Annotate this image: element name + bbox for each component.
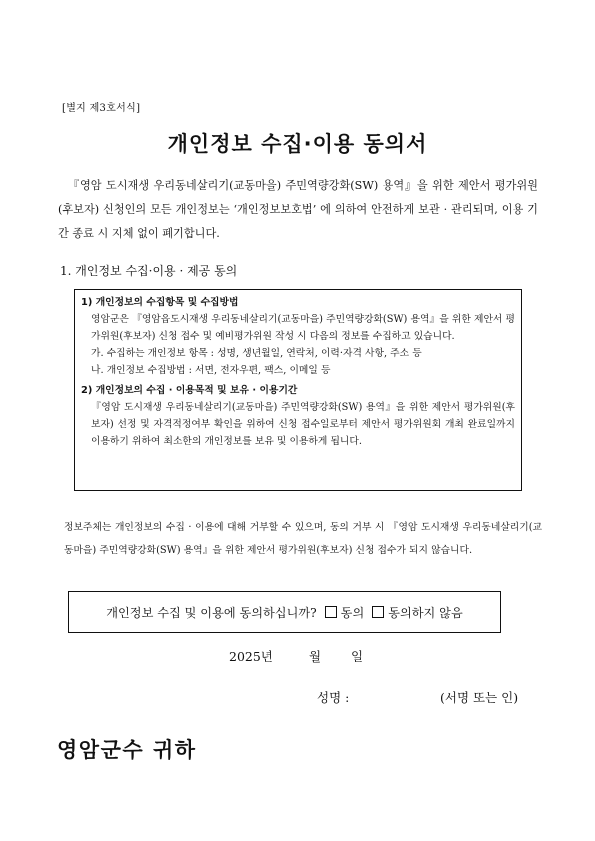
collection-methods: 나. 개인정보 수집방법 : 서면, 전자우편, 팩스, 이메일 등 (91, 365, 331, 376)
consent-question: 개인정보 수집 및 이용에 동의하십니까? (106, 605, 317, 620)
consent-question-box (68, 591, 501, 633)
box-heading-2: 2) 개인정보의 수집 · 이용목적 및 보유 · 이용기간 (81, 385, 298, 396)
signature-hint: (서명 또는 인) (440, 690, 519, 705)
date-day: 일 (351, 649, 364, 664)
disagree-checkbox[interactable] (372, 606, 384, 618)
disagree-label: 동의하지 않음 (388, 605, 463, 620)
date-year: 2025년 (229, 649, 273, 664)
box-paragraph-1: 영암군은 『영암읍도시재생 우리동네살리기(교동마을) 주민역량강화(SW) 용역』을 위한 제안서 평가위원(후보자) 신청 접수 및 예비평가위원 작성 시 다음의 정보를 수집하고 있습니다. (91, 314, 515, 342)
form-number: [별지 제3호서식] (62, 103, 141, 114)
intro-paragraph: 『영암 도시재생 우리동네살리기(교동마을) 주민역량강화(SW) 용역』을 위한 제안서 평가위원(후보자) 신청인의 모든 개인정보는 ‘개인정보보호법’ 에 의하여 안전하게 보관 · 관리되며, 이용 기간 종료 시 지체 없이 폐기합니다. (58, 179, 538, 240)
consent-details-box (74, 289, 522, 491)
signature-label: 성명 : (317, 690, 350, 705)
refusal-notice: 정보주체는 개인정보의 수집 · 이용에 대해 거부할 수 있으며, 동의 거부 시 『영암 도시재생 우리동네살리기(교동마을) 주민역량강화(SW) 용역』을 위한 제안서 평가위원(후보자) 신청 접수가 되지 않습니다. (64, 522, 542, 556)
addressee: 영암군수 귀하 (57, 738, 197, 762)
document-title: 개인정보 수집·이용 동의서 (167, 132, 428, 156)
date-month: 월 (309, 649, 322, 664)
collected-items: 가. 수집하는 개인정보 항목 : 성명, 생년월일, 연락처, 이력·자격 사항, 주소 등 (91, 348, 422, 359)
agree-checkbox[interactable] (325, 606, 337, 618)
box-paragraph-2: 『영암 도시재생 우리동네살리기(교동마을) 주민역량강화(SW) 용역』을 위한 제안서 평가위원(후보자) 선정 및 자격적정여부 확인을 위하여 신청 접수일로부터 제안서 평가위원회 개최 완료일까지 이용하기 위하여 최소한의 개인정보를 보유 및 이용하게 됩니다. (91, 402, 515, 447)
section1-title: 1. 개인정보 수집·이용 · 제공 동의 (60, 264, 238, 278)
agree-label: 동의 (340, 605, 365, 620)
box-heading-1: 1) 개인정보의 수집항목 및 수집방법 (81, 297, 239, 308)
